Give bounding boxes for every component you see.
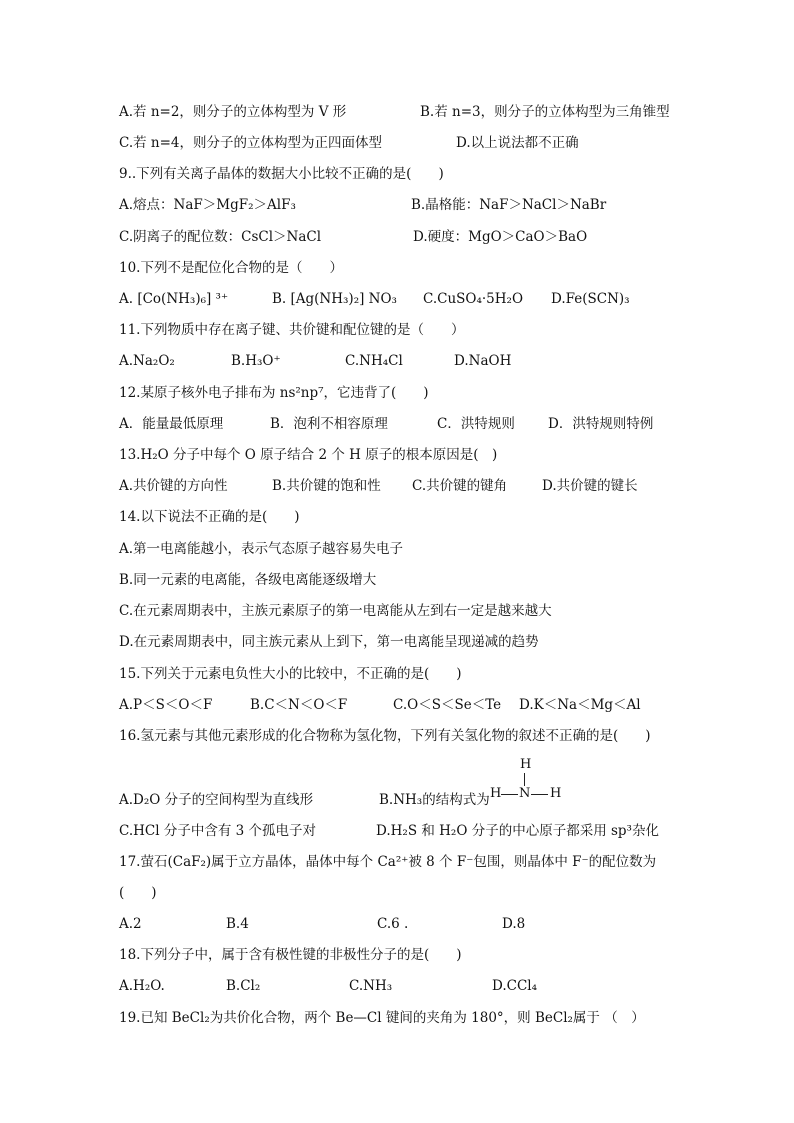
nh3-n-center: N xyxy=(519,786,531,801)
nh3-h-left: H xyxy=(490,786,502,801)
q9-option-b: B.晶格能：NaF＞NaCl＞NaBr xyxy=(411,197,607,213)
q14-option-c: C.在元素周期表中，主族元素原子的第一电离能从左到右一定是越来越大 xyxy=(119,603,552,619)
q15-option-b: B.C＜N＜O＜F xyxy=(250,697,348,713)
q9-option-d: D.硬度：MgO＞CaO＞BaO xyxy=(413,229,588,245)
q11-option-d: D.NaOH xyxy=(454,353,512,369)
q10-option-b: B. [Ag(NH₃)₂] NO₃ xyxy=(272,291,397,307)
q15-stem: 15.下列关于元素电负性大小的比较中，不正确的是( ) xyxy=(119,666,462,682)
q17-stem: 17.萤石(CaF₂)属于立方晶体，晶体中每个 Ca²⁺被 8 个 F⁻包围，则晶体中 F⁻的配位数为 xyxy=(119,854,657,870)
nh3-h-top: H xyxy=(520,757,532,772)
q19-stem: 19.已知 BeCl₂为共价化合物，两个 Be—Cl 键间的夹角为 180°，则 BeCl₂属于 （ ） xyxy=(119,1010,645,1026)
q15-option-a: A.P＜S＜O＜F xyxy=(119,697,213,713)
q11-stem: 11.下列物质中存在离子键、共价键和配位键的是（ ） xyxy=(119,322,465,338)
q18-stem: 18.下列分子中，属于含有极性键的非极性分子的是( ) xyxy=(119,947,462,963)
q11-option-a: A.Na₂O₂ xyxy=(119,353,175,369)
q17-option-a: A.2 xyxy=(119,916,142,932)
q12-stem: 12.某原子核外电子排布为 ns²np⁷，它违背了( ) xyxy=(119,385,429,401)
q9-stem: 9..下列有关离子晶体的数据大小比较不正确的是( ) xyxy=(119,166,444,182)
q9-option-c: C.阴离子的配位数：CsCl＞NaCl xyxy=(119,229,322,245)
q13-option-a: A.共价键的方向性 xyxy=(119,478,228,494)
q18-option-a: A.H₂O. xyxy=(119,978,165,994)
q8-option-b: B.若 n=3，则分子的立体构型为三角锥型 xyxy=(420,104,670,120)
q17-stem-cont: ( ) xyxy=(119,885,157,901)
q13-option-c: C.共价键的键角 xyxy=(412,478,508,494)
q16-option-a: A.D₂O 分子的空间构型为直线形 xyxy=(119,792,314,808)
q14-option-b: B.同一元素的电离能，各级电离能逐级增大 xyxy=(119,572,377,588)
nh3-bond-top xyxy=(524,773,525,786)
q16-option-c: C.HCl 分子中含有 3 个孤电子对 xyxy=(119,823,317,839)
q8-option-a: A.若 n=2，则分子的立体构型为 V 形 xyxy=(119,104,347,120)
q15-option-c: C.O＜S＜Se＜Te xyxy=(393,697,502,713)
q13-stem: 13.H₂O 分子中每个 O 原子结合 2 个 H 原子的根本原因是( ) xyxy=(119,447,498,463)
q11-option-b: B.H₃O⁺ xyxy=(231,353,281,369)
q16-option-d: D.H₂S 和 H₂O 分子的中心原子都采用 sp³杂化 xyxy=(376,823,659,839)
q8-option-d: D.以上说法都不正确 xyxy=(456,135,579,151)
q13-option-d: D.共价键的键长 xyxy=(542,478,638,494)
nh3-bond-left xyxy=(501,794,518,795)
nh3-h-right: H xyxy=(550,786,562,801)
q14-option-a: A.第一电离能越小，表示气态原子越容易失电子 xyxy=(119,541,404,557)
q12-option-a: A．能量最低原理 xyxy=(119,416,224,432)
q17-option-d: D.8 xyxy=(502,916,526,932)
q12-option-c: C．洪特规则 xyxy=(437,416,515,432)
q18-option-c: C.NH₃ xyxy=(349,978,393,994)
q14-option-d: D.在元素周期表中，同主族元素从上到下，第一电离能呈现递减的趋势 xyxy=(119,634,539,650)
q10-option-d: D.Fe(SCN)₃ xyxy=(551,291,630,307)
q12-option-d: D．洪特规则特例 xyxy=(548,416,654,432)
q13-option-b: B.共价键的饱和性 xyxy=(272,478,381,494)
q10-stem: 10.下列不是配位化合物的是（ ） xyxy=(119,260,343,276)
q18-option-d: D.CCl₄ xyxy=(492,978,538,994)
q15-option-d: D.K＜Na＜Mg＜Al xyxy=(519,697,641,713)
q9-option-a: A.熔点：NaF＞MgF₂＞AlF₃ xyxy=(119,197,296,213)
q10-option-a: A. [Co(NH₃)₆] ³⁺ xyxy=(119,291,229,307)
q11-option-c: C.NH₄Cl xyxy=(345,353,403,369)
nh3-bond-right xyxy=(531,794,548,795)
q14-stem: 14.以下说法不正确的是( ) xyxy=(119,509,300,525)
q12-option-b: B．泡利不相容原理 xyxy=(270,416,388,432)
q8-option-c: C.若 n=4，则分子的立体构型为正四面体型 xyxy=(119,135,383,151)
q16-option-b: B.NH₃的结构式为 xyxy=(379,792,490,808)
q16-stem: 16.氢元素与其他元素形成的化合物称为氢化物，下列有关氢化物的叙述不正确的是( ) xyxy=(119,728,651,744)
q17-option-c: C.6 . xyxy=(377,916,409,932)
q10-option-c: C.CuSO₄·5H₂O xyxy=(423,291,524,307)
q17-option-b: B.4 xyxy=(226,916,249,932)
q18-option-b: B.Cl₂ xyxy=(226,978,261,994)
